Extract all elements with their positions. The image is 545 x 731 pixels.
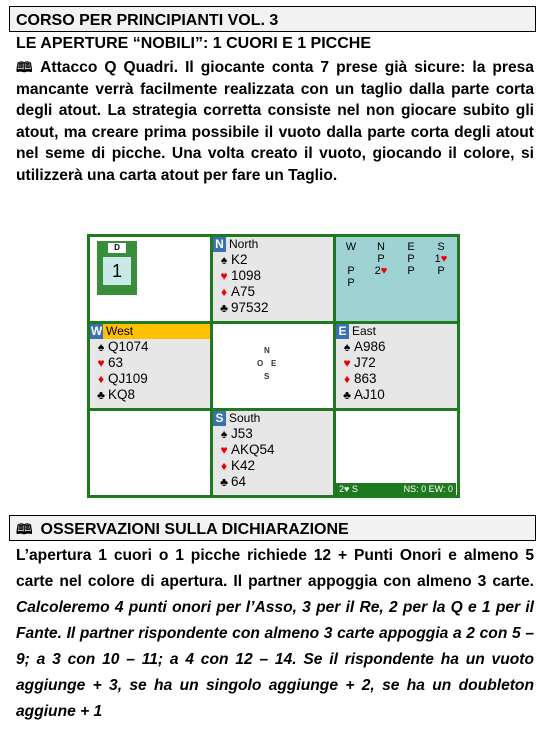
east-hearts: ♥ J72	[336, 355, 457, 371]
west-label: W West	[90, 324, 210, 339]
compass-rose: N O E S	[257, 346, 277, 381]
heart-icon: ♥	[97, 356, 105, 370]
spade-icon: ♠	[220, 253, 228, 267]
south-label: S South	[213, 411, 333, 426]
board-number: 1	[103, 257, 131, 285]
east-hand	[336, 324, 457, 408]
diamond-icon: ♦	[97, 372, 105, 386]
west-hand	[90, 324, 210, 408]
empty-panel	[90, 411, 210, 495]
result-panel	[336, 411, 457, 495]
result-bar	[336, 483, 456, 495]
page-header	[9, 6, 536, 32]
dealer-label: D	[108, 243, 126, 253]
contract-label: 2♥ S	[339, 484, 358, 494]
diamond-icon: ♦	[343, 372, 351, 386]
south-hand	[213, 411, 333, 495]
section-header	[9, 515, 536, 541]
board-panel	[90, 237, 210, 321]
north-diamonds: ♦ A75	[213, 284, 333, 300]
score-label: NS: 0 EW: 0	[403, 484, 453, 494]
intro-paragraph	[16, 57, 534, 187]
spade-icon: ♠	[343, 340, 351, 354]
west-hearts: ♥ 63	[90, 355, 210, 371]
club-icon: ♣	[220, 475, 228, 489]
west-clubs: ♣ KQ8	[90, 387, 210, 403]
club-icon: ♣	[97, 388, 105, 402]
section-subtitle: LE APERTURE “NOBILI”: 1 CUORI E 1 PICCHE	[16, 35, 371, 52]
north-hand	[213, 237, 333, 321]
north-label: N North	[213, 237, 333, 252]
intro-text: Attacco Q Quadri. Il giocante conta 7 prese già sicure: la presa mancante verrà facilmente realizzata con un taglio dalla parte corta degli atout. La strategia corretta consiste nel non giocare subito gli atout, ma creare prima possibile il vuoto dalla parte corta degli atout nel seme di picche. Una volta creato il vuoto, giocando il colore, si utilizzerà una carta atout per fare un Taglio.	[16, 59, 534, 184]
bidding-table	[336, 237, 456, 289]
heart-icon: ♥	[220, 443, 228, 457]
book-icon: 🕮	[16, 521, 33, 537]
south-diamonds: ♦ K42	[213, 458, 333, 474]
bidding-row: P	[347, 277, 355, 289]
spade-icon: ♠	[220, 427, 228, 441]
bridge-diagram	[87, 234, 460, 498]
south-hearts: ♥ AKQ54	[213, 442, 333, 458]
south-spades: ♠ J53	[213, 426, 333, 442]
north-hearts: ♥ 1098	[213, 268, 333, 284]
observation-italic-text: Calcoleremo 4 punti onori per l’Asso, 3 per il Re, 2 per la Q e 1 per il Fante. Il partner rispondente con almeno 3 carte appoggia a 2 con 5 – 9; a 3 con 10 – 11; a 4 con 12 – 14. Se il rispondente ha un vuoto aggiunge + 3, se ha un singolo aggiunge + 2, se ha un doubleton aggiune + 1	[16, 599, 534, 720]
club-icon: ♣	[220, 301, 228, 315]
page-title: CORSO PER PRINCIPIANTI VOL. 3	[16, 12, 279, 29]
spade-icon: ♠	[97, 340, 105, 354]
east-spades: ♠ A986	[336, 339, 457, 355]
club-icon: ♣	[343, 388, 351, 402]
heart-icon: ♥	[343, 356, 351, 370]
heart-icon: ♥	[220, 269, 228, 283]
west-spades: ♠ Q1074	[90, 339, 210, 355]
diamond-icon: ♦	[220, 285, 228, 299]
section-title: OSSERVAZIONI SULLA DICHIARAZIONE	[40, 521, 349, 538]
south-clubs: ♣ 64	[213, 474, 333, 490]
table-center	[213, 324, 333, 408]
bidding-panel	[336, 237, 457, 321]
bidding-row: P 2♥ P P	[347, 265, 445, 277]
east-label: E East	[336, 324, 457, 339]
observation-paragraph	[16, 543, 534, 725]
north-spades: ♠ K2	[213, 252, 333, 268]
diamond-icon: ♦	[220, 459, 228, 473]
bidding-header: W N E S	[345, 241, 445, 253]
west-diamonds: ♦ QJ109	[90, 371, 210, 387]
observation-text: L’apertura 1 cuori o 1 picche richiede 12 + Punti Onori e almeno 5 carte nel colore di apertura. Il partner appoggia con almeno 3 carte.	[16, 547, 534, 590]
bidding-row: P P 1♥	[377, 253, 448, 265]
east-clubs: ♣ AJ10	[336, 387, 457, 403]
book-icon: 🕮	[16, 59, 36, 75]
north-clubs: ♣ 97532	[213, 300, 333, 316]
east-diamonds: ♦ 863	[336, 371, 457, 387]
board-marker	[97, 241, 137, 295]
